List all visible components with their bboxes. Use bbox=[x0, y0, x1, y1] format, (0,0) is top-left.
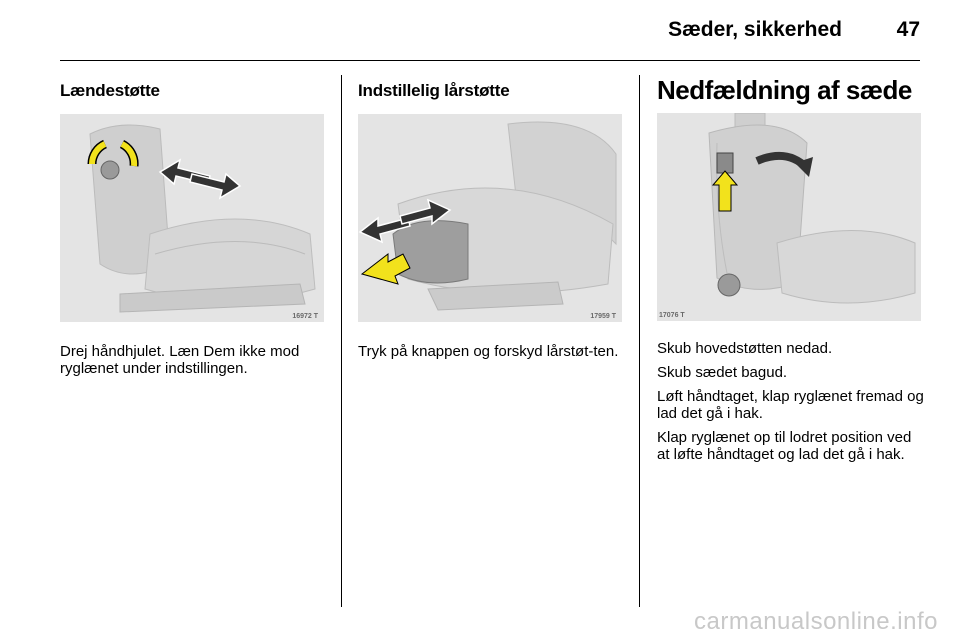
thigh-support-heading: Indstillelig lårstøtte bbox=[358, 81, 510, 100]
column-lumbar-support bbox=[60, 75, 330, 384]
paragraph: Drej håndhjulet. Læn Dem ikke mod ryglænet under indstillingen. bbox=[60, 343, 300, 377]
paragraph: Klap ryglænet op til lodret position ved at løfte håndtaget og lad det gå i hak. bbox=[657, 429, 912, 463]
watermark: carmanualsonline.info bbox=[694, 608, 938, 635]
paragraph: Skub hovedstøtten nedad. bbox=[657, 340, 833, 357]
paragraph: Løft håndtaget, klap ryglænet fremad og lad det gå i hak. bbox=[657, 388, 924, 422]
thigh-support-figure bbox=[358, 114, 622, 322]
fold-seat-heading: Nedfældning af sæde bbox=[657, 75, 912, 105]
fold-seat-text bbox=[657, 340, 927, 463]
section-title: Sæder, sikkerhed bbox=[668, 18, 842, 41]
paragraph: Skub sædet bagud. bbox=[657, 364, 788, 381]
figure-code: 16972 T bbox=[292, 313, 318, 320]
lumbar-support-figure bbox=[60, 114, 324, 322]
page-number: 47 bbox=[896, 18, 920, 41]
figure-code: 17959 T bbox=[590, 313, 616, 320]
seat-lumbar-illustration bbox=[60, 114, 324, 322]
lumbar-support-text bbox=[60, 343, 330, 377]
fold-seat-figure bbox=[657, 113, 921, 321]
paragraph: Tryk på knappen og forskyd lårstøt-ten. bbox=[358, 343, 619, 360]
column-thigh-support bbox=[358, 75, 628, 367]
lumbar-support-heading: Lændestøtte bbox=[60, 81, 160, 100]
seat-fold-illustration bbox=[657, 113, 921, 321]
column-divider-2 bbox=[639, 75, 640, 607]
column-divider-1 bbox=[341, 75, 342, 607]
figure-code: 17076 T bbox=[659, 312, 685, 319]
header-divider bbox=[60, 60, 920, 61]
column-fold-seat bbox=[657, 75, 927, 470]
seat-thigh-illustration bbox=[358, 114, 622, 322]
thigh-support-text bbox=[358, 343, 628, 360]
